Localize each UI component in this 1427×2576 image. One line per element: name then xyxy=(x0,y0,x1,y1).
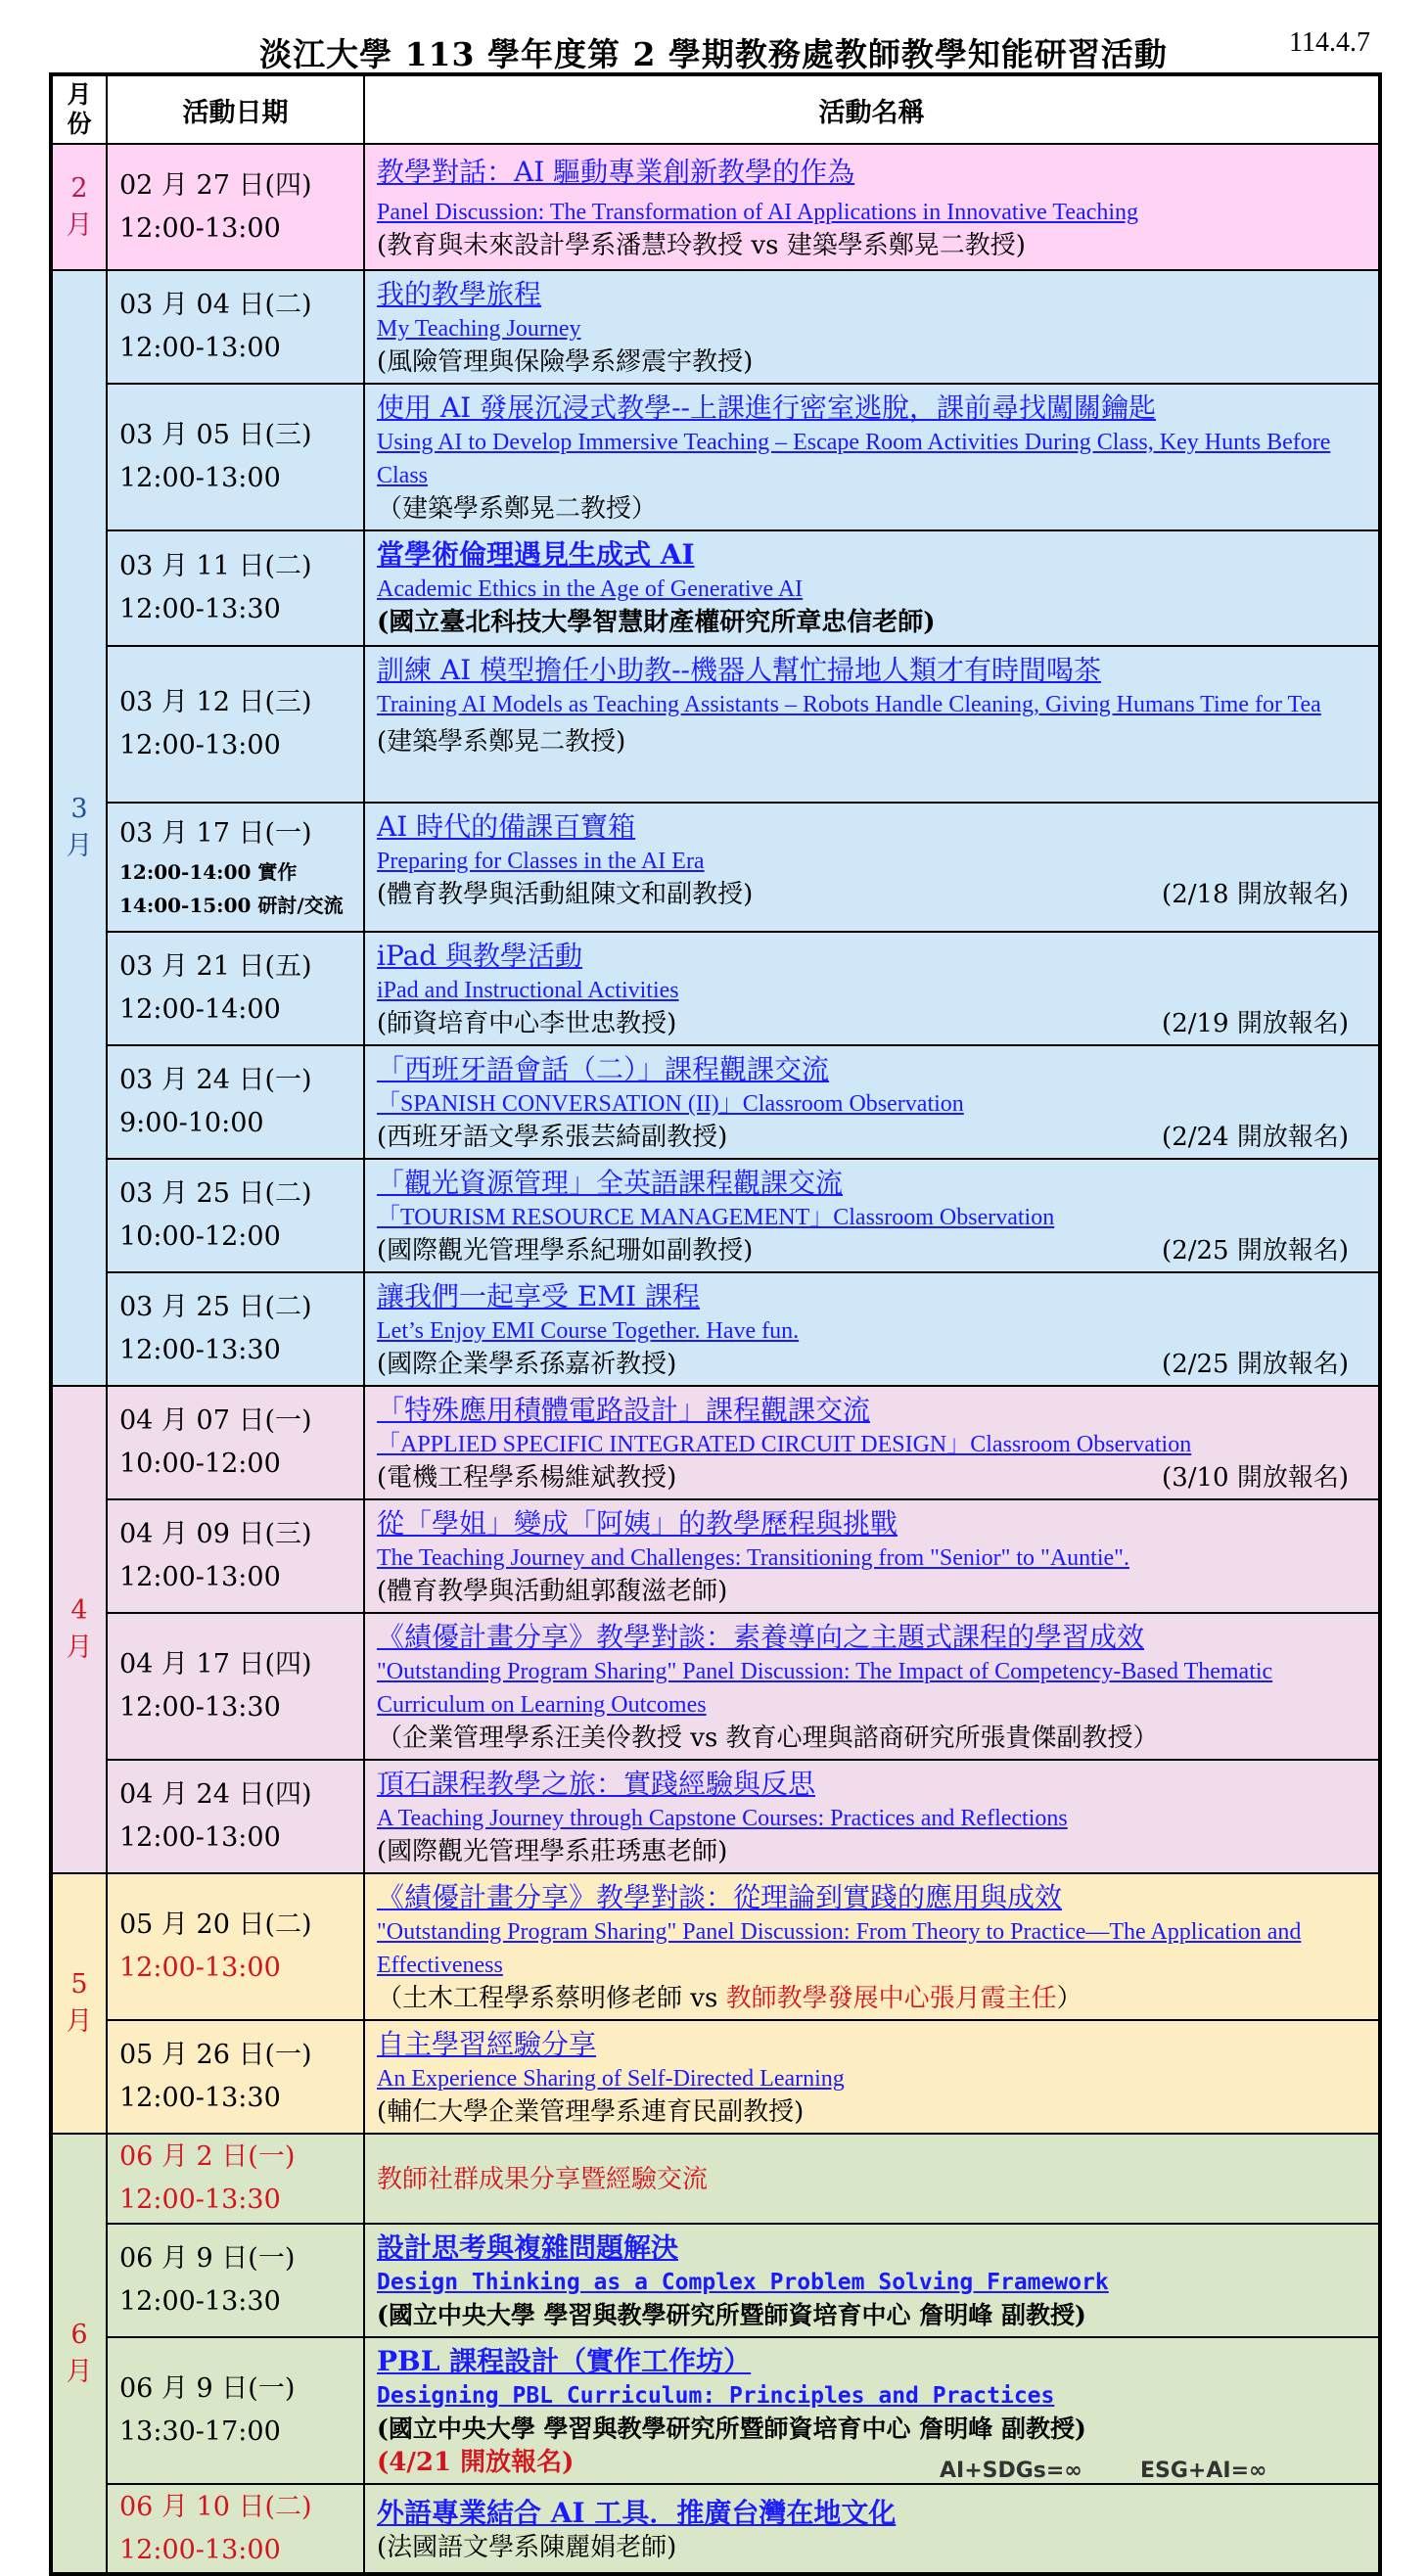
month-label-may: 5 月 xyxy=(51,1873,107,2134)
speaker: (輔仁大學企業管理學系連育民副教授) xyxy=(377,2097,805,2127)
activity-link-en[interactable]: "Outstanding Program Sharing" Panel Discussion: The Impact of Competency-Based Thematic Curriculum on Learning Outcomes xyxy=(377,1659,1273,1718)
speaker: (國際觀光管理學系紀珊如副教授) (2/25 開放報名) xyxy=(377,1236,1349,1265)
speaker: (國立中央大學 學習與教學研究所暨師資培育中心 詹明峰 副教授) xyxy=(377,2301,1086,2329)
activity-cell xyxy=(364,530,1380,646)
date-cell: 03 月 24 日(一) 9:00-10:00 xyxy=(107,1045,364,1159)
activity-cell xyxy=(364,1873,1380,2020)
table-row xyxy=(51,1159,1380,1272)
activity-link-en[interactable]: 「SPANISH CONVERSATION (II)」Classroom Observation xyxy=(377,1091,964,1117)
activity-link-zh[interactable]: iPad 與教學活動 xyxy=(377,940,583,972)
date-cell: 03 月 12 日(三) 12:00-13:00 xyxy=(107,646,364,803)
activity-cell xyxy=(364,2224,1380,2337)
date-cell: 03 月 21 日(五) 12:00-14:00 xyxy=(107,932,364,1045)
activity-cell xyxy=(364,1613,1380,1760)
activity-link-en[interactable]: An Experience Sharing of Self-Directed Learning xyxy=(377,2066,845,2092)
speaker: （土木工程學系蔡明修老師 vs 教師教學發展中心張月霞主任） xyxy=(377,1984,1082,2013)
table-row xyxy=(51,270,1380,384)
table-row xyxy=(51,2020,1380,2134)
registration-note: (2/19 開放報名) xyxy=(1162,1009,1349,1038)
speaker: (教育與未來設計學系潘慧玲教授 vs 建築學系鄭晃二教授) xyxy=(377,231,1026,260)
activity-cell xyxy=(364,1386,1380,1499)
speaker: (國際觀光管理學系莊琇惠老師) xyxy=(377,1837,728,1866)
activity-link-zh[interactable]: 讓我們一起享受 EMI 課程 xyxy=(377,1280,700,1312)
table-row xyxy=(51,1760,1380,1873)
footer-ai-sdgs: AI+SDGs=∞ xyxy=(940,2459,1082,2483)
table-row xyxy=(51,530,1380,646)
activity-link-zh[interactable]: 《績優計畫分享》教學對談：從理論到實踐的應用與成效 xyxy=(377,1881,1063,1913)
speaker: (國立臺北科技大學智慧財產權研究所章忠信老師) xyxy=(377,608,936,637)
registration-note: (2/25 開放報名) xyxy=(1162,1350,1349,1379)
activity-link-en[interactable]: Panel Discussion: The Transformation of AI Applications in Innovative Teaching xyxy=(377,200,1139,225)
activity-link-zh[interactable]: 我的教學旅程 xyxy=(377,278,542,310)
activity-link-en[interactable]: Training AI Models as Teaching Assistants – Robots Handle Cleaning, Giving Humans Time for Tea xyxy=(377,692,1321,717)
activity-link-en[interactable]: My Teaching Journey xyxy=(377,316,581,342)
date-cell: 06 月 2 日(一) 12:00-13:30 xyxy=(107,2134,364,2224)
activity-link-zh[interactable]: 訓練 AI 模型擔任小助教--機器人幫忙掃地人類才有時間喝茶 xyxy=(377,654,1102,686)
activity-link-zh[interactable]: 使用 AI 發展沉浸式教學--上課進行密室逃脫，課前尋找闖關鑰匙 xyxy=(377,391,1157,424)
month-label-apr: 4 月 xyxy=(51,1386,107,1873)
table-row xyxy=(51,1386,1380,1499)
date-cell: 02 月 27 日(四) 12:00-13:00 xyxy=(107,144,364,270)
date-cell: 03 月 25 日(二) 10:00-12:00 xyxy=(107,1159,364,1272)
registration-note: (3/10 開放報名) xyxy=(1162,1463,1349,1493)
speaker: (師資培育中心李世忠教授) (2/19 開放報名) xyxy=(377,1009,1349,1038)
table-row xyxy=(51,1045,1380,1159)
activity-link-en[interactable]: 「TOURISM RESOURCE MANAGEMENT」Classroom Observation xyxy=(377,1205,1055,1230)
table-row xyxy=(51,144,1380,270)
activity-cell xyxy=(364,2134,1380,2224)
table-row xyxy=(51,1499,1380,1613)
month-label-mar: 3 月 xyxy=(51,270,107,1386)
activity-link-en[interactable]: Preparing for Classes in the AI Era xyxy=(377,849,705,874)
activity-link-zh[interactable]: 「觀光資源管理」全英語課程觀課交流 xyxy=(377,1167,844,1199)
activity-link-en[interactable]: 「APPLIED SPECIFIC INTEGRATED CIRCUIT DESIGN」Classroom Observation xyxy=(377,1432,1192,1457)
header-date: 活動日期 xyxy=(107,74,364,144)
date-cell: 05 月 26 日(一) 12:00-13:30 xyxy=(107,2020,364,2134)
table-row xyxy=(51,932,1380,1045)
activity-link-zh[interactable]: 外語專業結合 AI 工具．推廣台灣在地文化 xyxy=(377,2496,897,2529)
date-cell: 03 月 17 日(一) 12:00-14:00 實作 14:00-15:00 研討/交流 xyxy=(107,803,364,932)
activity-cell xyxy=(364,144,1380,270)
header-month: 月 份 xyxy=(51,74,107,144)
activity-link-en[interactable]: The Teaching Journey and Challenges: Transitioning from "Senior" to "Auntie". xyxy=(377,1545,1129,1571)
activity-link-zh[interactable]: 《績優計畫分享》教學對談：素養導向之主題式課程的學習成效 xyxy=(377,1621,1145,1653)
date-cell: 03 月 11 日(二) 12:00-13:30 xyxy=(107,530,364,646)
activity-cell xyxy=(364,1272,1380,1386)
registration-note: (2/18 開放報名) xyxy=(1162,880,1349,909)
date-cell: 04 月 17 日(四) 12:00-13:30 xyxy=(107,1613,364,1760)
date-cell: 03 月 04 日(二) 12:00-13:00 xyxy=(107,270,364,384)
date-cell: 04 月 24 日(四) 12:00-13:00 xyxy=(107,1760,364,1873)
speaker: (體育教學與活動組郭馥滋老師) xyxy=(377,1577,728,1606)
table-row xyxy=(51,646,1380,803)
table-row xyxy=(51,1613,1380,1760)
registration-note: (4/21 開放報名) xyxy=(377,2448,575,2477)
date-cell: 06 月 10 日(二) 12:00-13:00 xyxy=(107,2484,364,2574)
date-cell: 03 月 25 日(二) 12:00-13:30 xyxy=(107,1272,364,1386)
activity-cell xyxy=(364,2020,1380,2134)
activity-link-zh[interactable]: 「特殊應用積體電路設計」課程觀課交流 xyxy=(377,1394,871,1426)
speaker: (法國語文學系陳麗娟老師) xyxy=(377,2532,677,2562)
activity-cell xyxy=(364,384,1380,530)
activity-cell xyxy=(364,2484,1380,2574)
activity-cell xyxy=(364,1760,1380,1873)
speaker: (國際企業學系孫嘉祈教授) (2/25 開放報名) xyxy=(377,1350,1349,1379)
activity-link-zh[interactable]: AI 時代的備課百寶箱 xyxy=(377,810,636,843)
date-cell: 03 月 05 日(三) 12:00-13:00 xyxy=(107,384,364,530)
activity-link-en[interactable]: Designing PBL Curriculum: Principles and Practices xyxy=(377,2383,1055,2409)
activity-link-en[interactable]: Academic Ethics in the Age of Generative AI xyxy=(377,576,804,602)
speaker: (體育教學與活動組陳文和副教授) (2/18 開放報名) xyxy=(377,880,1349,909)
activity-link-en[interactable]: Using AI to Develop Immersive Teaching – Escape Room Activities During Class, Key Hunts Before Class xyxy=(377,430,1331,488)
activity-link-en[interactable]: Design Thinking as a Complex Problem Solving Framework xyxy=(377,2270,1109,2295)
speaker: （建築學系鄭晃二教授） xyxy=(377,494,658,524)
date-cell: 04 月 07 日(一) 10:00-12:00 xyxy=(107,1386,364,1499)
activity-link-zh[interactable]: 自主學習經驗分享 xyxy=(377,2028,597,2060)
document-date: 114.4.7 xyxy=(1289,27,1370,58)
date-cell: 04 月 09 日(三) 12:00-13:00 xyxy=(107,1499,364,1613)
activity-cell xyxy=(364,646,1380,803)
table-row xyxy=(51,384,1380,530)
footer-esg-ai: ESG+AI=∞ xyxy=(1140,2459,1267,2483)
speaker: (風險管理與保險學系繆震宇教授) xyxy=(377,347,754,377)
activity-link-zh[interactable]: 當學術倫理遇見生成式 AI xyxy=(377,538,695,571)
table-row xyxy=(51,803,1380,932)
schedule-table xyxy=(49,72,1382,2576)
activity-link-en[interactable]: "Outstanding Program Sharing" Panel Discussion: From Theory to Practice—The Application and Effectiveness xyxy=(377,1919,1302,1978)
table-row xyxy=(51,1272,1380,1386)
activity-title: 教師社群成果分享暨經驗交流 xyxy=(377,2165,709,2194)
activity-cell xyxy=(364,803,1380,932)
month-label-jun: 6 月 xyxy=(51,2134,107,2574)
table-header-row xyxy=(51,74,1380,144)
speaker: (電機工程學系楊維斌教授) (3/10 開放報名) xyxy=(377,1463,1349,1493)
speaker: (建築學系鄭晃二教授) xyxy=(377,727,626,757)
date-cell: 06 月 9 日(一) 13:30-17:00 xyxy=(107,2337,364,2484)
activity-cell xyxy=(364,1159,1380,1272)
activity-cell xyxy=(364,1499,1380,1613)
activity-link-zh[interactable]: 頂石課程教學之旅：實踐經驗與反思 xyxy=(377,1768,816,1800)
activity-link-en[interactable]: iPad and Instructional Activities xyxy=(377,978,679,1003)
date-cell: 05 月 20 日(二) 12:00-13:00 xyxy=(107,1873,364,2020)
activity-link-zh[interactable]: 設計思考與複雜問題解決 xyxy=(377,2231,679,2264)
month-label-feb: 2 月 xyxy=(51,144,107,270)
header-activity-name: 活動名稱 xyxy=(364,74,1380,144)
speaker: （企業管理學系汪美伶教授 vs 教育心理與諮商研究所張貴傑副教授） xyxy=(377,1724,1159,1753)
activity-link-en[interactable]: A Teaching Journey through Capstone Courses: Practices and Reflections xyxy=(377,1806,1068,1831)
table-row xyxy=(51,2484,1380,2574)
registration-note: (2/25 開放報名) xyxy=(1162,1236,1349,1265)
activity-link-zh[interactable]: 教學對話：AI 驅動專業創新教學的作為 xyxy=(377,156,855,188)
document-title: 淡江大學 113 學年度第 2 學期教務處教師教學知能研習活動 xyxy=(259,35,1168,73)
activity-link-zh[interactable]: PBL 課程設計（實作工作坊） xyxy=(377,2345,752,2377)
date-cell: 06 月 9 日(一) 12:00-13:30 xyxy=(107,2224,364,2337)
table-row xyxy=(51,1873,1380,2020)
activity-link-en[interactable]: Let’s Enjoy EMI Course Together. Have fun. xyxy=(377,1318,800,1344)
activity-cell xyxy=(364,1045,1380,1159)
table-row xyxy=(51,2224,1380,2337)
activity-link-zh[interactable]: 「西班牙語會話（二）」課程觀課交流 xyxy=(377,1053,830,1085)
table-row xyxy=(51,2134,1380,2224)
activity-cell xyxy=(364,932,1380,1045)
registration-note: (2/24 開放報名) xyxy=(1162,1123,1349,1152)
speaker: (國立中央大學 學習與教學研究所暨師資培育中心 詹明峰 副教授) xyxy=(377,2415,1086,2443)
speaker: (西班牙語文學系張芸綺副教授) (2/24 開放報名) xyxy=(377,1123,1349,1152)
activity-link-zh[interactable]: 從「學姐」變成「阿姨」的教學歷程與挑戰 xyxy=(377,1507,898,1540)
activity-cell xyxy=(364,270,1380,384)
